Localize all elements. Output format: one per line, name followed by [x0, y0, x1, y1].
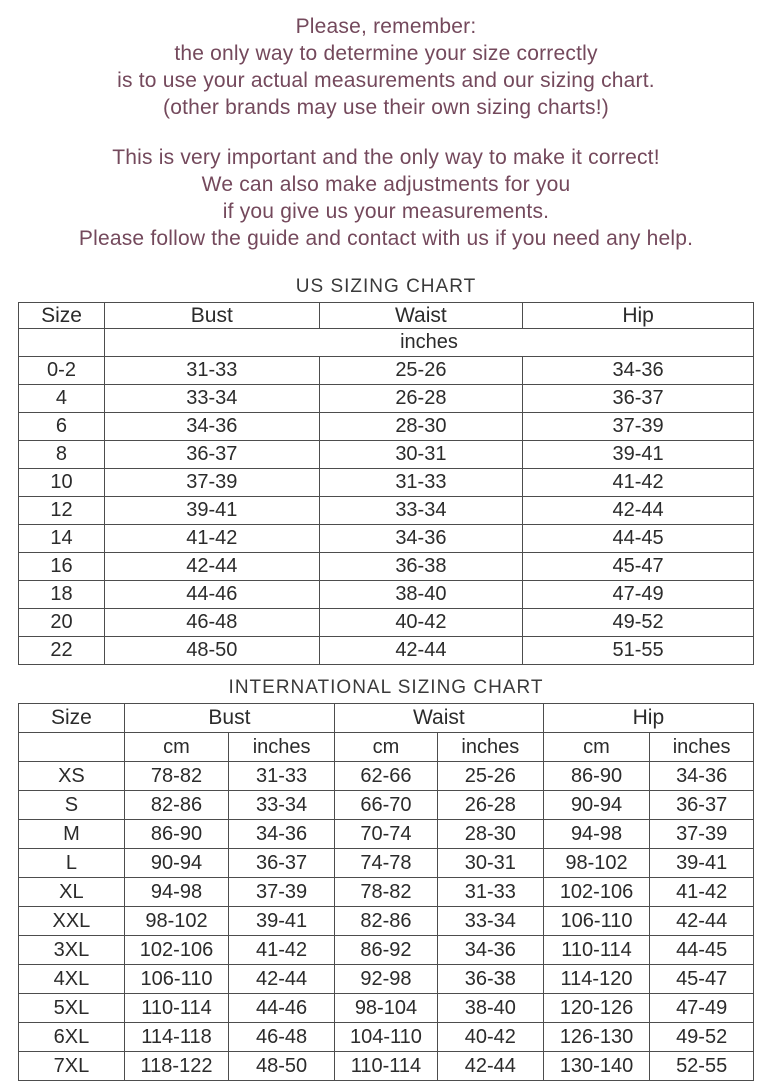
- size-cell: XS: [19, 762, 125, 791]
- table-row: [19, 553, 754, 581]
- intro-line: (other brands may use their own sizing charts!): [163, 96, 609, 119]
- subcolumn-waist-cm: cm: [335, 733, 438, 762]
- value-cell: 98-102: [543, 849, 650, 878]
- value-cell: 36-37: [523, 385, 754, 413]
- table-row: [19, 965, 754, 994]
- size-cell: 22: [19, 637, 105, 665]
- column-header-waist: Waist: [319, 303, 523, 329]
- value-cell: 25-26: [319, 357, 523, 385]
- value-cell: 46-48: [229, 1023, 335, 1052]
- value-cell: 37-39: [229, 878, 335, 907]
- intl-sizing-table: [18, 703, 754, 1081]
- table-row: [19, 497, 754, 525]
- value-cell: 39-41: [650, 849, 754, 878]
- intro-note-1: [0, 13, 772, 121]
- column-header-hip: Hip: [543, 704, 753, 733]
- subheader-row: [19, 733, 754, 762]
- value-cell: 41-42: [104, 525, 319, 553]
- table-row: [19, 791, 754, 820]
- us-chart-title: US SIZING CHART: [295, 276, 477, 297]
- subcolumn-bust-inches: inches: [229, 733, 335, 762]
- subcolumn-hip-cm: cm: [543, 733, 650, 762]
- value-cell: 104-110: [335, 1023, 438, 1052]
- size-cell: 4: [19, 385, 105, 413]
- value-cell: 26-28: [319, 385, 523, 413]
- column-header-waist: Waist: [335, 704, 544, 733]
- value-cell: 52-55: [650, 1052, 754, 1081]
- value-cell: 78-82: [124, 762, 228, 791]
- value-cell: 36-37: [104, 441, 319, 469]
- value-cell: 25-26: [437, 762, 543, 791]
- value-cell: 37-39: [104, 469, 319, 497]
- intro-line: We can also make adjustments for you: [201, 173, 571, 196]
- value-cell: 46-48: [104, 609, 319, 637]
- value-cell: 94-98: [124, 878, 228, 907]
- value-cell: 33-34: [104, 385, 319, 413]
- value-cell: 94-98: [543, 820, 650, 849]
- intro-line: if you give us your measurements.: [222, 200, 550, 223]
- value-cell: 36-37: [650, 791, 754, 820]
- value-cell: 49-52: [650, 1023, 754, 1052]
- table-row: [19, 1052, 754, 1081]
- value-cell: 47-49: [650, 994, 754, 1023]
- size-cell: 14: [19, 525, 105, 553]
- intro-note-2: [0, 144, 772, 252]
- size-cell: 20: [19, 609, 105, 637]
- value-cell: 42-44: [319, 637, 523, 665]
- value-cell: 118-122: [124, 1052, 228, 1081]
- value-cell: 42-44: [437, 1052, 543, 1081]
- table-row: [19, 820, 754, 849]
- table-row: [19, 525, 754, 553]
- value-cell: 30-31: [319, 441, 523, 469]
- size-cell: 16: [19, 553, 105, 581]
- size-cell: 6: [19, 413, 105, 441]
- size-cell: 3XL: [19, 936, 125, 965]
- table-row: [19, 385, 754, 413]
- value-cell: 31-33: [104, 357, 319, 385]
- header-row: [19, 303, 754, 329]
- value-cell: 34-36: [437, 936, 543, 965]
- value-cell: 34-36: [319, 525, 523, 553]
- size-cell: 7XL: [19, 1052, 125, 1081]
- size-cell: L: [19, 849, 125, 878]
- size-cell: 18: [19, 581, 105, 609]
- value-cell: 45-47: [650, 965, 754, 994]
- value-cell: 45-47: [523, 553, 754, 581]
- us-sizing-table: [18, 302, 754, 665]
- table-row: [19, 581, 754, 609]
- size-cell: 5XL: [19, 994, 125, 1023]
- value-cell: 51-55: [523, 637, 754, 665]
- value-cell: 82-86: [335, 907, 438, 936]
- table-row: [19, 469, 754, 497]
- value-cell: 110-114: [124, 994, 228, 1023]
- value-cell: 31-33: [437, 878, 543, 907]
- value-cell: 42-44: [650, 907, 754, 936]
- value-cell: 41-42: [523, 469, 754, 497]
- intl-chart-title: INTERNATIONAL SIZING CHART: [228, 677, 544, 698]
- value-cell: 48-50: [104, 637, 319, 665]
- value-cell: 40-42: [319, 609, 523, 637]
- size-cell: 10: [19, 469, 105, 497]
- value-cell: 33-34: [229, 791, 335, 820]
- size-cell: 8: [19, 441, 105, 469]
- value-cell: 42-44: [523, 497, 754, 525]
- subcolumn-hip-inches: inches: [650, 733, 754, 762]
- value-cell: 30-31: [437, 849, 543, 878]
- value-cell: 39-41: [523, 441, 754, 469]
- table-row: [19, 357, 754, 385]
- subcolumn-waist-inches: inches: [437, 733, 543, 762]
- value-cell: 47-49: [523, 581, 754, 609]
- value-cell: 36-38: [319, 553, 523, 581]
- value-cell: 126-130: [543, 1023, 650, 1052]
- value-cell: 49-52: [523, 609, 754, 637]
- subcolumn-bust-cm: cm: [124, 733, 228, 762]
- value-cell: 120-126: [543, 994, 650, 1023]
- size-cell: 0-2: [19, 357, 105, 385]
- value-cell: 86-92: [335, 936, 438, 965]
- value-cell: 66-70: [335, 791, 438, 820]
- table-row: [19, 994, 754, 1023]
- value-cell: 36-37: [229, 849, 335, 878]
- value-cell: 42-44: [229, 965, 335, 994]
- column-header-hip: Hip: [523, 303, 754, 329]
- value-cell: 110-114: [335, 1052, 438, 1081]
- intro-line: This is very important and the only way to make it correct!: [112, 146, 660, 169]
- value-cell: 90-94: [543, 791, 650, 820]
- header-row: [19, 704, 754, 733]
- value-cell: 44-46: [229, 994, 335, 1023]
- value-cell: 102-106: [543, 878, 650, 907]
- value-cell: 114-120: [543, 965, 650, 994]
- value-cell: 38-40: [437, 994, 543, 1023]
- value-cell: 28-30: [319, 413, 523, 441]
- value-cell: 41-42: [650, 878, 754, 907]
- table-row: [19, 762, 754, 791]
- intro-line: Please, remember:: [295, 15, 477, 38]
- table-row: [19, 1023, 754, 1052]
- value-cell: 37-39: [523, 413, 754, 441]
- unit-cell: inches: [104, 329, 753, 357]
- table-row: [19, 878, 754, 907]
- value-cell: 114-118: [124, 1023, 228, 1052]
- value-cell: 102-106: [124, 936, 228, 965]
- value-cell: 34-36: [650, 762, 754, 791]
- value-cell: 82-86: [124, 791, 228, 820]
- size-cell: XXL: [19, 907, 125, 936]
- value-cell: 34-36: [523, 357, 754, 385]
- value-cell: 98-102: [124, 907, 228, 936]
- value-cell: 74-78: [335, 849, 438, 878]
- table-row: [19, 907, 754, 936]
- value-cell: 86-90: [124, 820, 228, 849]
- value-cell: 106-110: [543, 907, 650, 936]
- table-row: [19, 441, 754, 469]
- value-cell: 70-74: [335, 820, 438, 849]
- value-cell: 106-110: [124, 965, 228, 994]
- value-cell: 26-28: [437, 791, 543, 820]
- value-cell: 39-41: [104, 497, 319, 525]
- us-table-body: [19, 357, 754, 665]
- table-row: [19, 849, 754, 878]
- value-cell: 41-42: [229, 936, 335, 965]
- value-cell: 48-50: [229, 1052, 335, 1081]
- intro-line: is to use your actual measurements and our sizing chart.: [117, 69, 655, 92]
- intro-line: the only way to determine your size correctly: [174, 42, 598, 65]
- table-row: [19, 609, 754, 637]
- size-cell: XL: [19, 878, 125, 907]
- value-cell: 44-45: [650, 936, 754, 965]
- value-cell: 40-42: [437, 1023, 543, 1052]
- size-cell: M: [19, 820, 125, 849]
- value-cell: 38-40: [319, 581, 523, 609]
- unit-row: [19, 329, 754, 357]
- size-cell: 12: [19, 497, 105, 525]
- value-cell: 86-90: [543, 762, 650, 791]
- value-cell: 34-36: [229, 820, 335, 849]
- value-cell: 28-30: [437, 820, 543, 849]
- value-cell: 34-36: [104, 413, 319, 441]
- value-cell: 33-34: [319, 497, 523, 525]
- column-header-bust: Bust: [104, 303, 319, 329]
- value-cell: 62-66: [335, 762, 438, 791]
- column-header-bust: Bust: [124, 704, 334, 733]
- empty-cell: [19, 733, 125, 762]
- size-cell: 4XL: [19, 965, 125, 994]
- value-cell: 130-140: [543, 1052, 650, 1081]
- size-cell: S: [19, 791, 125, 820]
- value-cell: 44-45: [523, 525, 754, 553]
- table-row: [19, 936, 754, 965]
- value-cell: 31-33: [319, 469, 523, 497]
- value-cell: 92-98: [335, 965, 438, 994]
- value-cell: 33-34: [437, 907, 543, 936]
- column-header-size: Size: [19, 704, 125, 733]
- intl-table-body: [19, 762, 754, 1081]
- value-cell: 90-94: [124, 849, 228, 878]
- size-cell: 6XL: [19, 1023, 125, 1052]
- value-cell: 39-41: [229, 907, 335, 936]
- value-cell: 78-82: [335, 878, 438, 907]
- value-cell: 44-46: [104, 581, 319, 609]
- empty-cell: [19, 329, 105, 357]
- value-cell: 98-104: [335, 994, 438, 1023]
- table-row: [19, 637, 754, 665]
- value-cell: 42-44: [104, 553, 319, 581]
- value-cell: 36-38: [437, 965, 543, 994]
- table-row: [19, 413, 754, 441]
- value-cell: 110-114: [543, 936, 650, 965]
- value-cell: 37-39: [650, 820, 754, 849]
- intro-line: Please follow the guide and contact with us if you need any help.: [78, 227, 694, 250]
- column-header-size: Size: [19, 303, 105, 329]
- value-cell: 31-33: [229, 762, 335, 791]
